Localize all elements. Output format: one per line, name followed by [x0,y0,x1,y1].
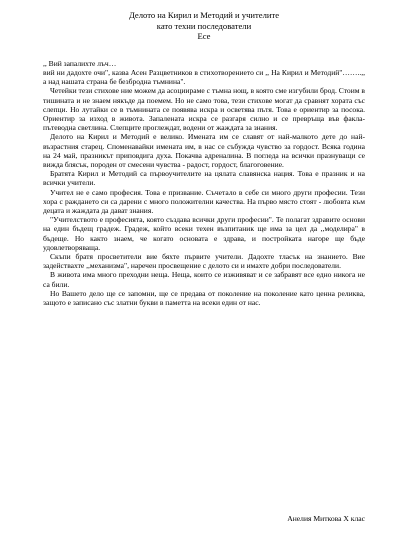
paragraph-6: Учител не е само професия. Това е призвание. Съчетало в себе си много други професии. Тези хора с раждането си са дарени с много положителни качества. На първо място стоят - любовта към децата и жаждата да дават знания. [43,187,365,216]
author-signature: Анелия Миткова Х клас [287,514,365,523]
document-header [43,10,365,42]
paragraph-1: ,, Вий запалихте лъч… [43,58,117,68]
paragraph-10: Но Вашето дело ще се запомни, ще се предава от поколение на поколение като ценна реликва, защото е записано със златни букви в паметта на всеки един от нас. [43,288,365,308]
paragraph-2: вий ни дадохте очи", казва Асен Разцветников в стихотворението си ,, На Кирил и Методий"……..,, а над нашата страна бе безбродна тъмнина". [43,67,365,87]
paragraph-8: Скъпи братя просветители вие бяхте първите учители. Дадохте тласък на знанието. Вие задействахте ,,механизма", наречен просвещение с делото си и имахте добри последователи. [43,252,365,271]
paragraph-9: В живота има много преходни неща. Неща, които се изживяват и се забравят все едно никога не са били. [43,270,365,289]
document-title-line-1: Делото на Кирил и Методий и учителите [128,10,280,20]
document-title-line-3: Есе [197,31,211,42]
paragraph-5: Братята Кирил и Методий са първоучителите на цялата славянска нация. Това е празник и на всички учители. [43,169,365,188]
paragraph-4: Делото на Кирил и Методий е велико. Имената им се славят от най-малкото дете до най-възрастния старец. Споменавайки имената им, в нас се събужда чувство за гордост. Всяка година на 24 май, празникът приповдига духа. Покачва адреналина. В погледа на всички празнуващи се вижда блясък, породен от смесени чувства - радост, гордост, благоговение. [43,132,365,170]
paragraph-3: Четейки тези стихове ние можем да асоциираме с тъмна нощ, в която сме изгубили брод. Стоим в тишината и не знаем някъде да поемем. Но не само това, тези стихове могат да сравнят хората със слепци. Но лутайки се в тъмнината се появява искра и осветява пътя. Това е ориентир за посока. Ориентир за изход в живота. Запалената искра се разгаря силно и се превръща във факла- пътеводна светлина. Слепците проглеждат, водени от жаждата за знания. [43,86,365,133]
document-body [43,59,365,307]
document-title-line-2: като техни последователи [156,20,252,31]
paragraph-7: "Учителството е професията, която създава всички други професии". Те полагат здравите основи на един бъдещ градеж. Градеж, който всеки техен възпитаник ще има за цел да ,,моделира" в бъдеще. Но както знаем, че когато основата е здрава, и постройката нагоре ще бъде удовлетворяваща. [43,215,365,252]
